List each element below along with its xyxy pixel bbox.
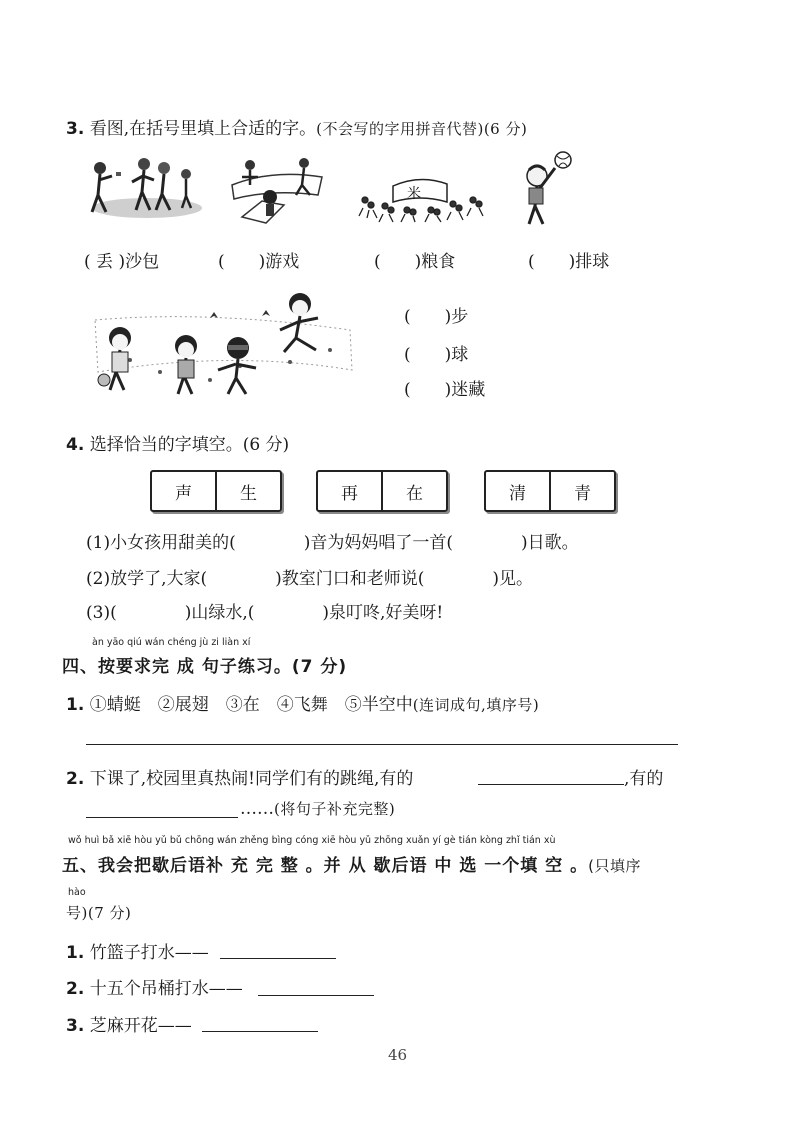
word-label: 迷藏 xyxy=(451,380,486,400)
char-choice: 生 xyxy=(215,472,280,510)
sec5-item-2 xyxy=(66,974,243,999)
sec5-title-main: 五、我会把歇后语补 充 完 整 。并 从 歇后语 中 选 一个填 空 。 xyxy=(62,856,589,876)
q3-row2-item-1 xyxy=(404,302,468,327)
q3-row2-item-3 xyxy=(404,375,485,400)
q3-row1-item-1 xyxy=(84,247,159,272)
sec5-title xyxy=(62,851,641,876)
sec4-q1-note: (连词成句,填序号) xyxy=(412,696,540,714)
q3-text: 看图,在括号里填上合适的字。 xyxy=(89,119,317,139)
sec5-item-1 xyxy=(66,938,209,963)
word-label: 球 xyxy=(451,345,469,365)
q3-note: (不会写的字用拼音代替)(6 分) xyxy=(316,120,528,138)
paren-blank[interactable]: ( ) xyxy=(374,252,422,272)
answer-line[interactable] xyxy=(86,744,678,745)
paren-blank[interactable]: ( 丢 ) xyxy=(84,252,126,272)
sec4-q1-text: ①蜻蜓 ②展翅 ③在 ④飞舞 ⑤半空中 xyxy=(89,695,413,715)
char-choice: 青 xyxy=(549,472,614,510)
char-choice: 在 xyxy=(381,472,446,510)
sec5-item-number: 1. xyxy=(66,943,85,963)
sec4-q2-text-b: ,有的 xyxy=(624,769,664,789)
paren-blank[interactable]: ( ) xyxy=(218,252,266,272)
sec5-item-text: 十五个吊桶打水—— xyxy=(89,979,243,999)
paren-blank[interactable]: ( ) xyxy=(404,380,452,400)
sec4-title: 四、按要求完 成 句子练习。(7 分) xyxy=(62,657,348,677)
answer-line[interactable] xyxy=(202,1031,318,1032)
q3-row1-item-2 xyxy=(218,247,299,272)
char-choice-box-2 xyxy=(316,470,448,512)
q3-row1-item-4 xyxy=(528,247,609,272)
word-label: 粮食 xyxy=(421,252,456,272)
answer-line[interactable] xyxy=(478,784,624,785)
q3-row2-item-2 xyxy=(404,340,468,365)
q4-heading xyxy=(66,430,289,455)
word-label: 步 xyxy=(451,307,469,327)
q4-item-1: (1)小女孩用甜美的( )音为妈妈唱了一首( )日歌。 xyxy=(86,533,579,553)
q3-heading xyxy=(66,114,527,139)
sec4-q1-number: 1. xyxy=(66,695,85,715)
q3-row1-item-3 xyxy=(374,247,455,272)
char-choice: 再 xyxy=(341,483,358,504)
sec5-title-tail: (只填序 xyxy=(588,857,641,875)
sec5-pinyin-2: hào xyxy=(68,887,86,898)
q4-number: 4. xyxy=(66,435,85,455)
sec4-q2-line2 xyxy=(240,798,395,819)
sec4-q2-text-a: 下课了,校园里真热闹!同学们有的跳绳,有的 xyxy=(89,769,414,789)
char-choice: 声 xyxy=(175,483,192,504)
sec5-item-3 xyxy=(66,1011,192,1036)
paren-blank[interactable]: ( ) xyxy=(528,252,576,272)
kids-game-illustration xyxy=(222,155,327,227)
sec4-pinyin: àn yāo qiú wán chéng jù zi liàn xí xyxy=(92,637,251,648)
sec4-q2-line1 xyxy=(66,764,413,789)
sec5-item-text: 芝麻开花—— xyxy=(89,1016,192,1036)
q4-item-3: (3)( )山绿水,( )泉叮咚,好美呀! xyxy=(86,603,444,623)
char-choice-box-1 xyxy=(150,470,282,512)
sec4-q2-number: 2. xyxy=(66,769,85,789)
answer-line[interactable] xyxy=(220,958,336,959)
sec5-item-text: 竹篮子打水—— xyxy=(89,943,209,963)
sec4-q2-text-c: …… xyxy=(240,799,274,819)
word-label: 游戏 xyxy=(265,252,300,272)
kids-playing-illustration xyxy=(90,290,360,400)
word-label: 排球 xyxy=(575,252,610,272)
char-choice: 清 xyxy=(509,483,526,504)
char-choice-box-3 xyxy=(484,470,616,512)
sec5-pinyin: wǒ huì bǎ xiē hòu yǔ bǔ chōng wán zhěng bìng cóng xiē hòu yǔ zhōng xuǎn yí gè tián kòng zhǐ tián xù xyxy=(68,835,556,846)
kids-sandbag-illustration xyxy=(82,150,202,225)
q4-text: 选择恰当的字填空。(6 分) xyxy=(89,435,290,455)
q4-item-2: (2)放学了,大家( )教室门口和老师说( )见。 xyxy=(86,569,534,589)
paren-blank[interactable]: ( ) xyxy=(404,307,452,327)
sec5-line2: 号)(7 分) xyxy=(66,904,132,922)
ants-carrying-rice-illustration xyxy=(355,172,485,224)
answer-line[interactable] xyxy=(258,995,374,996)
page-number: 46 xyxy=(388,1046,408,1064)
volleyball-kid-illustration xyxy=(515,150,575,230)
word-label: 沙包 xyxy=(125,252,160,272)
sec4-q2-note: (将句子补充完整) xyxy=(274,800,396,818)
rice-char: 米 xyxy=(407,186,421,202)
q3-number: 3. xyxy=(66,119,85,139)
answer-line[interactable] xyxy=(86,817,238,818)
sec4-q1 xyxy=(66,690,539,715)
sec5-item-number: 2. xyxy=(66,979,85,999)
sec5-item-number: 3. xyxy=(66,1016,85,1036)
paren-blank[interactable]: ( ) xyxy=(404,345,452,365)
